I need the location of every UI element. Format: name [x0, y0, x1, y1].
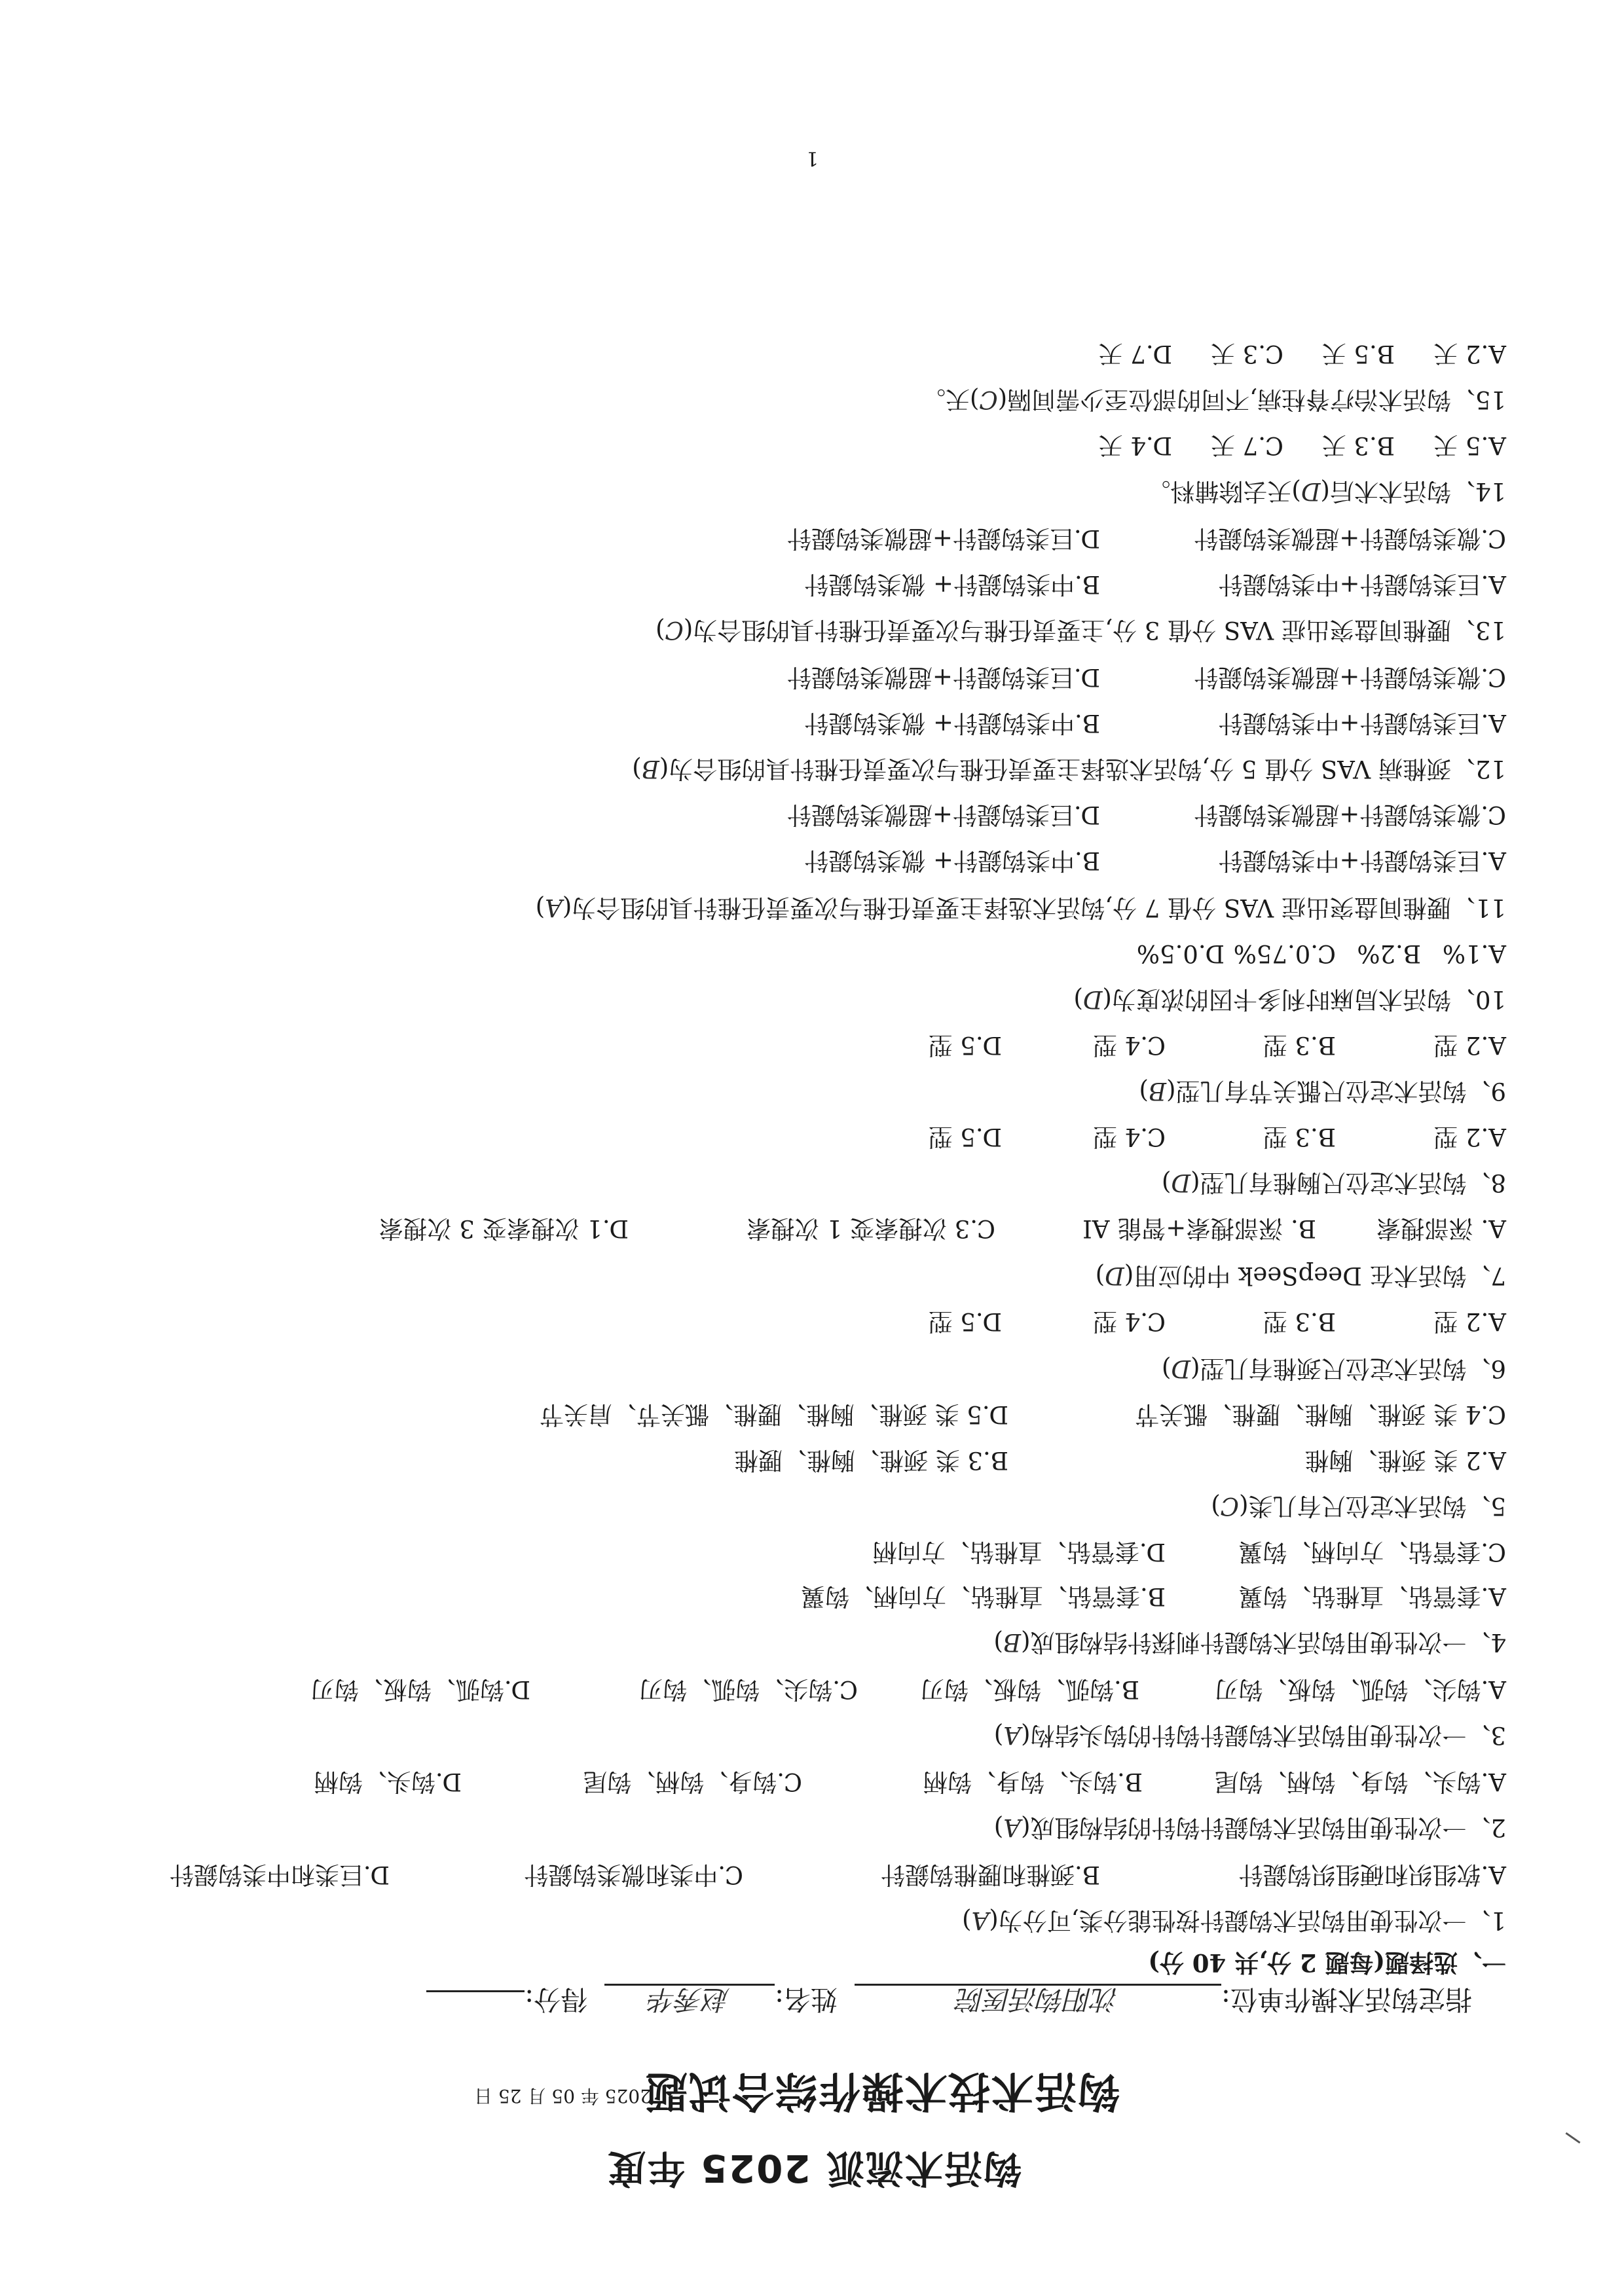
- question-options: C.套管钻、方向柄、钩翼D.套管钻、直椎钻、方向柄: [872, 1538, 1506, 1566]
- question-options: A.钩头、钩身、钩柄、钩尾B.钩头、钩身、钩柄C.钩身、钩柄、钩尾D.钩头、钩柄: [314, 1768, 1506, 1796]
- unit-handwritten: 沈阳钩活医院: [957, 1984, 1119, 2015]
- question-stem: 9、钩活术定位尺骶关节有几型(B): [1139, 1077, 1506, 1105]
- question-options: C.微类钩鍉针+超微类钩鍉针D.巨类钩鍉针+超微类钩鍉针: [786, 663, 1506, 691]
- question-options: A.2 型B.3 型C.4 型D.5 型: [928, 1123, 1506, 1151]
- question-stem: 2、一次性使用钩活术钩鍉针钩针的结构组成(A): [993, 1813, 1506, 1842]
- question-options: A. 深部搜索B. 深部搜索+智能 AIC.3 次搜索变 1 次搜索D.1 次搜索变 3 次搜索: [378, 1214, 1506, 1243]
- handwritten-answer: B: [1003, 1628, 1022, 1656]
- question-stem: 12、颈椎病 VAS 分值 5 分,钩活术选择主要责任椎与次要责任椎针具的组合为(B): [632, 755, 1506, 783]
- handwritten-answer: C: [665, 616, 684, 644]
- question-stem: 6、钩活术定位尺颈椎有几型(D): [1161, 1355, 1506, 1383]
- question-options: A.软组织和硬组织钩鍉针B.颈椎和腰椎钩鍉针C.中类和微类钩鍉针D.巨类和中类钩鍉针: [169, 1861, 1506, 1889]
- question-options: A.2 天B.5 天C.3 天D.7 天: [1098, 340, 1506, 368]
- exam-title: 钩活术流派 2025 年度: [606, 2146, 1022, 2191]
- question-stem: 14、钩活术术后(D)天去除辅料。: [1146, 477, 1506, 505]
- question-options: C.微类钩鍉针+超微类钩鍉针D.巨类钩鍉针+超微类钩鍉针: [786, 801, 1506, 829]
- handwritten-answer: B: [1148, 1077, 1167, 1105]
- name-handwritten: 赵秀华: [649, 1984, 730, 2015]
- question-stem: 7、钩活术在 DeepSeek 中的应用(D): [1095, 1262, 1506, 1290]
- exam-subtitle: 钩活术技术操作综合试题: [644, 2066, 1120, 2115]
- question-options: A.2 型B.3 型C.4 型D.5 型: [928, 1307, 1506, 1336]
- question-stem: 15、钩活术治疗脊柱病,不同的部位至少需间隔(C)天。: [921, 386, 1506, 414]
- question-stem: 4、一次性使用钩活术钩鍉针刺探针结构组成(B): [993, 1628, 1506, 1656]
- name-label: 姓名:: [775, 1984, 838, 2015]
- score-label: 得分:: [525, 1984, 588, 2015]
- question-stem: 8、钩活术定位尺胸椎有几型(D): [1161, 1169, 1506, 1197]
- exam-date: 2025 年 05 月 25 日: [473, 2085, 652, 2107]
- question-options: A.2 类 颈椎、胸椎B.3 类 颈椎、胸椎、腰椎: [733, 1446, 1506, 1474]
- question-options: C.4 类 颈椎、胸椎、腰椎、骶关节D.5 类 颈椎、胸椎、腰椎、骶关节、肩关节: [539, 1400, 1506, 1429]
- question-stem: 5、钩活术定位尺有几类(C): [1211, 1492, 1506, 1520]
- question-stem: 1、一次性使用钩活术钩鍉针按性能分类,可分为(A): [962, 1906, 1506, 1935]
- question-options: A.钩尖、钩弧、钩板、钩刃B.钩弧、钩板、钩刃C.钩尖、钩弧、钩刃D.钩弧、钩板、钩刃: [310, 1675, 1506, 1704]
- handwritten-answer: D: [1105, 1262, 1124, 1290]
- question-options: A.5 天B.3 天C.7 天D.4 天: [1098, 431, 1506, 460]
- question-stem: 11、腰椎间盘突出症 VAS 分值 7 分,钩活术选择主要责任椎与次要责任椎针具的组合为(A): [535, 894, 1506, 922]
- question-options: A.套管钻、直椎钻、钩翼B.套管钻、直椎钻、方向柄、钩翼: [801, 1582, 1506, 1611]
- handwritten-answer: A: [545, 894, 563, 922]
- handwritten-answer: D: [1171, 1169, 1191, 1197]
- page-number: 1: [805, 147, 819, 170]
- scan-mark: [1565, 2132, 1580, 2143]
- handwritten-answer: A: [1003, 1813, 1022, 1842]
- question-stem: 13、腰椎间盘突出症 VAS 分值 3 分,主要责任椎与次要责任椎针具的组合为(C): [655, 616, 1506, 644]
- question-stem: 10、钩活术局麻时利多卡因的浓度为(D): [1073, 985, 1506, 1013]
- question-options: A.1%B.2%C.0.75%D.0.5%: [1136, 939, 1506, 968]
- section-heading: 一、选择题(每题 2 分,共 40 分): [1148, 1948, 1506, 1977]
- handwritten-answer: C: [1220, 1492, 1240, 1520]
- unit-label: 指定钩活术操作单位:: [1221, 1984, 1472, 2015]
- question-options: A.巨类钩鍉针+中类钩鍉针B.中类钩鍉针+ 微类钩鍉针: [804, 709, 1506, 737]
- question-options: A.巨类钩鍉针+中类钩鍉针B.中类钩鍉针+ 微类钩鍉针: [804, 570, 1506, 598]
- handwritten-answer: A: [971, 1906, 989, 1935]
- question-options: A.2 型B.3 型C.4 型D.5 型: [928, 1031, 1506, 1059]
- handwritten-answer: A: [1003, 1721, 1022, 1749]
- handwritten-answer: B: [641, 755, 659, 783]
- handwritten-answer: D: [1082, 985, 1103, 1013]
- handwritten-answer: C: [979, 386, 998, 414]
- handwritten-answer: D: [1171, 1355, 1191, 1383]
- question-stem: 3、一次性使用钩活术钩鍉针钩针的钩头结构(A): [993, 1721, 1506, 1749]
- handwritten-answer: D: [1301, 477, 1321, 505]
- question-options: A.巨类钩鍉针+中类钩鍉针B.中类钩鍉针+ 微类钩鍉针: [804, 847, 1506, 875]
- question-options: C.微类钩鍉针+超微类钩鍉针D.巨类钩鍉针+超微类钩鍉针: [786, 524, 1506, 553]
